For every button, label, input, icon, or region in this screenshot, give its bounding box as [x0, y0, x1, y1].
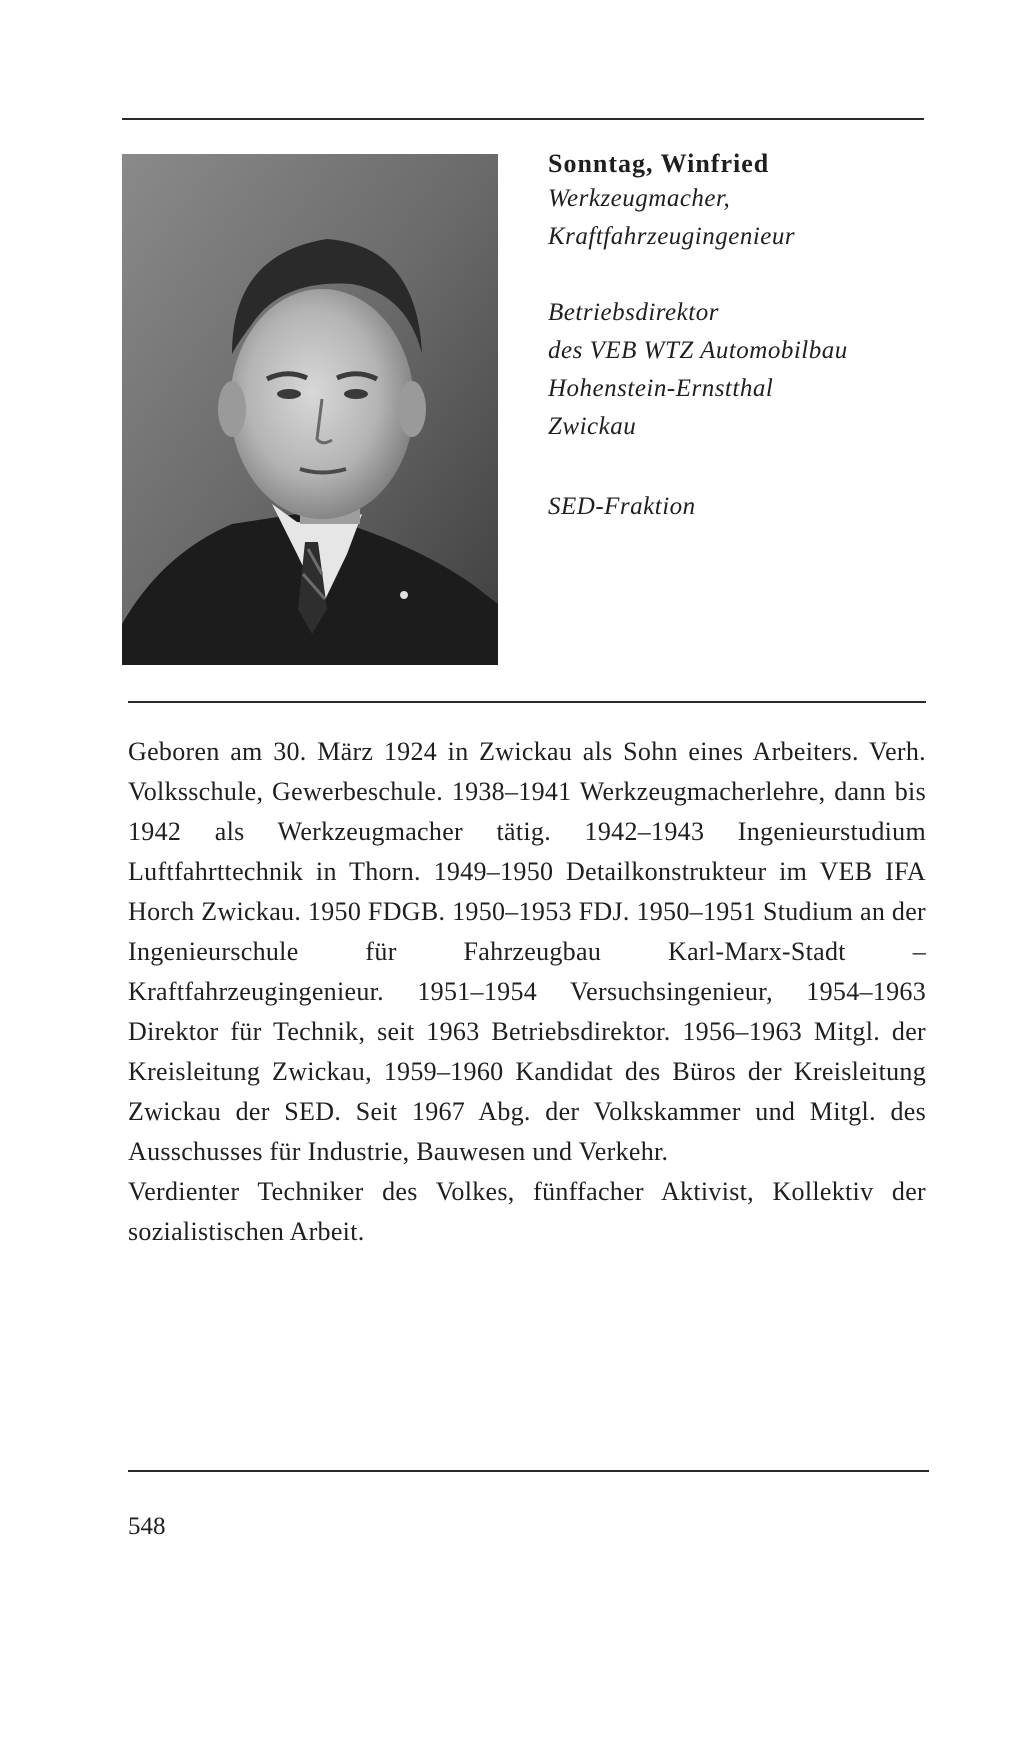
biography-paragraph-1: Geboren am 30. März 1924 in Zwickau als Sohn eines Arbeiters. Verh. Volksschule, Gewerbeschule. 1938–1941 Werkzeugmacherlehre, dann bis 1942 als Werkzeugmacher tätig. 1942–1943 Ingenieurstudium Luftfahrttechnik in Thorn. 1949–1950 Detailkonstrukteur im VEB IFA Horch Zwickau. 1950 FDGB. 1950–1953 FDJ. 1950–1951 Studium an der Ingenieurschule für Fahrzeugbau Karl-Marx-Stadt – Kraftfahrzeugingenieur. 1951–1954 Versuchsingenieur, 1954–1963 Direktor für Technik, seit 1963 Betriebsdirektor. 1956–1963 Mitgl. der Kreisleitung Zwickau, 1959–1960 Kandidat des Büros der Kreisleitung Zwickau der SED. Seit 1967 Abg. der Volkskammer und Mitgl. des Ausschusses für Industrie, Bauwesen und Verkehr. [128, 737, 927, 1166]
profession-line-1: Werkzeugmacher, [548, 185, 731, 212]
page-number: 548 [128, 1513, 166, 1540]
position-line-3: Hohenstein-Ernstthal [548, 375, 774, 402]
profession-line-2: Kraftfahrzeugingenieur [548, 223, 796, 250]
biography-body [128, 732, 926, 1252]
biography-paragraph-2: Verdienter Techniker des Volkes, fünffacher Aktivist, Kollektiv der sozialistischen Arbeit. [128, 1177, 926, 1246]
position-line-1: Betriebsdirektor [548, 299, 719, 326]
person-name: Sonntag, Winfried [548, 149, 770, 178]
bottom-rule [128, 1470, 929, 1472]
faction-line: SED-Fraktion [548, 493, 696, 520]
header-info [548, 148, 928, 526]
location-line: Zwickau [548, 413, 637, 440]
top-rule [122, 118, 924, 120]
position-line-2: des VEB WTZ Automobilbau [548, 337, 848, 364]
middle-rule [128, 701, 926, 703]
portrait-photo [122, 154, 498, 665]
